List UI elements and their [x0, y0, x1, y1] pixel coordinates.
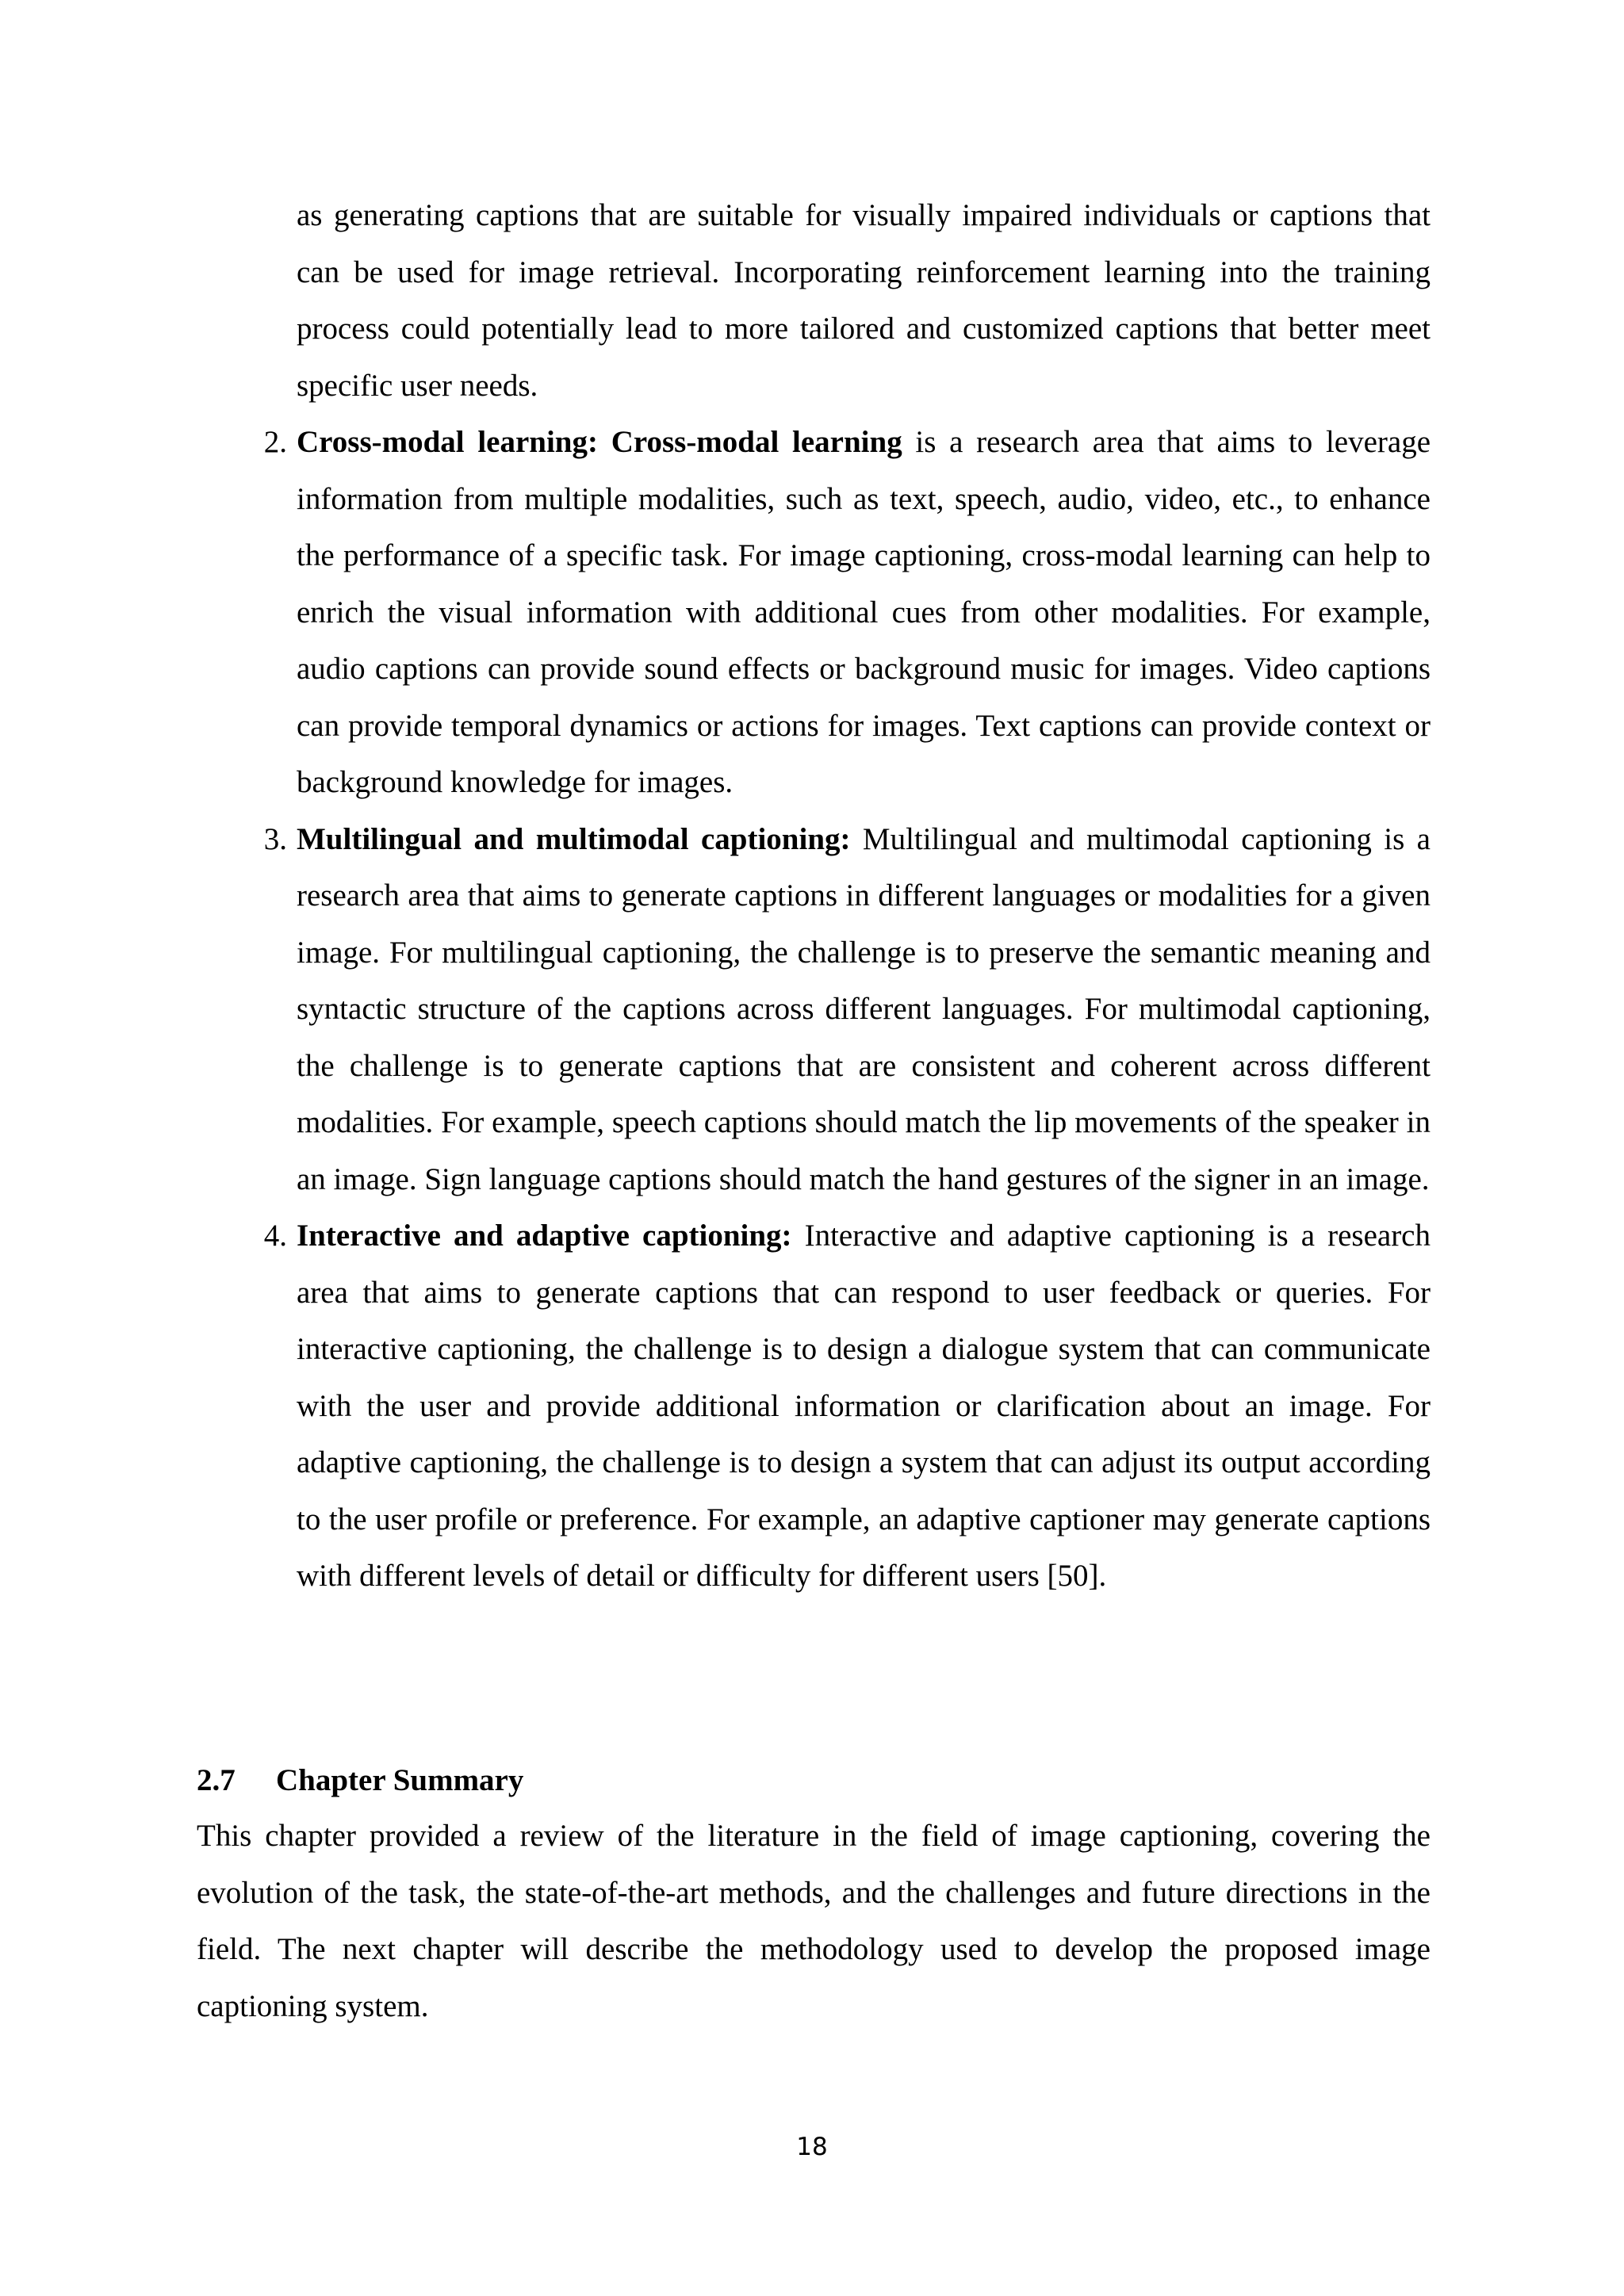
- list-item-multilingual-multimodal: [263, 811, 1431, 1208]
- list-item-number: 3.: [263, 821, 287, 856]
- list-item-lead: Multilingual and multimodal captioning:: [297, 821, 851, 856]
- list-item-text: Multilingual and multimodal captioning is a research area that aims to generate captions in different languages or modalities for a given image. For multilingual captioning, the challenge is to preserve the semantic meaning and syntactic structure of the captions across different languages. For multimodal captioning, the challenge is to generate captions that are consistent and coherent across different modalities. For example, speech captions should match the lip movements of the speaker in an image. Sign language captions should match the hand gestures of the signer in an image.: [297, 821, 1431, 1196]
- section-title: Chapter Summary: [276, 1763, 524, 1797]
- section-number: 2.7: [197, 1763, 236, 1797]
- list-item-number: 2.: [263, 425, 287, 459]
- list-item-text: is a research area that aims to leverage information from multiple modalities, such as text, speech, audio, video, etc., to enhance the performance of a specific task. For image captioning, cross-modal learning can help to enrich the visual information with additional cues from other modalities. For example, audio captions can provide sound effects or background music for images. Video captions can provide temporal dynamics or actions for images. Text captions can provide context or background knowledge for images.: [297, 425, 1431, 799]
- list-item-lead: Interactive and adaptive captioning:: [297, 1219, 792, 1253]
- list-item-lead: Cross-modal learning: Cross-modal learning: [297, 425, 902, 459]
- list-item-text: Interactive and adaptive captioning is a research area that aims to generate captions that can respond to user feedback or queries. For interactive captioning, the challenge is to design a dialogue system that can communicate with the user and provide additional information or clarification about an image. For adaptive captioning, the challenge is to design a system that can adjust its output according to the user profile or preference. For example, an adaptive captioner may generate captions with different levels of detail or difficulty for different users [50].: [297, 1219, 1431, 1593]
- summary-paragraph: This chapter provided a review of the literature in the field of image captioning, covering the evolution of the task, the state-of-the-art methods, and the challenges and future directions in the field. The next chapter will describe the methodology used to develop the proposed image captioning system.: [197, 1819, 1431, 2023]
- future-directions-list: [263, 414, 1431, 1605]
- page-number: 18: [796, 2133, 828, 2161]
- section-heading: [197, 1760, 523, 1801]
- list-item-interactive-adaptive: [263, 1207, 1431, 1605]
- list-item-cross-modal-learning: [263, 414, 1431, 811]
- list-item-number: 4.: [263, 1219, 287, 1253]
- continuation-paragraph: as generating captions that are suitable for visually impaired individuals or captions that can be used for image retrieval. Incorporating reinforcement learning into the training process could potentially lead to more tailored and customized captions that better meet specific user needs.: [297, 198, 1431, 403]
